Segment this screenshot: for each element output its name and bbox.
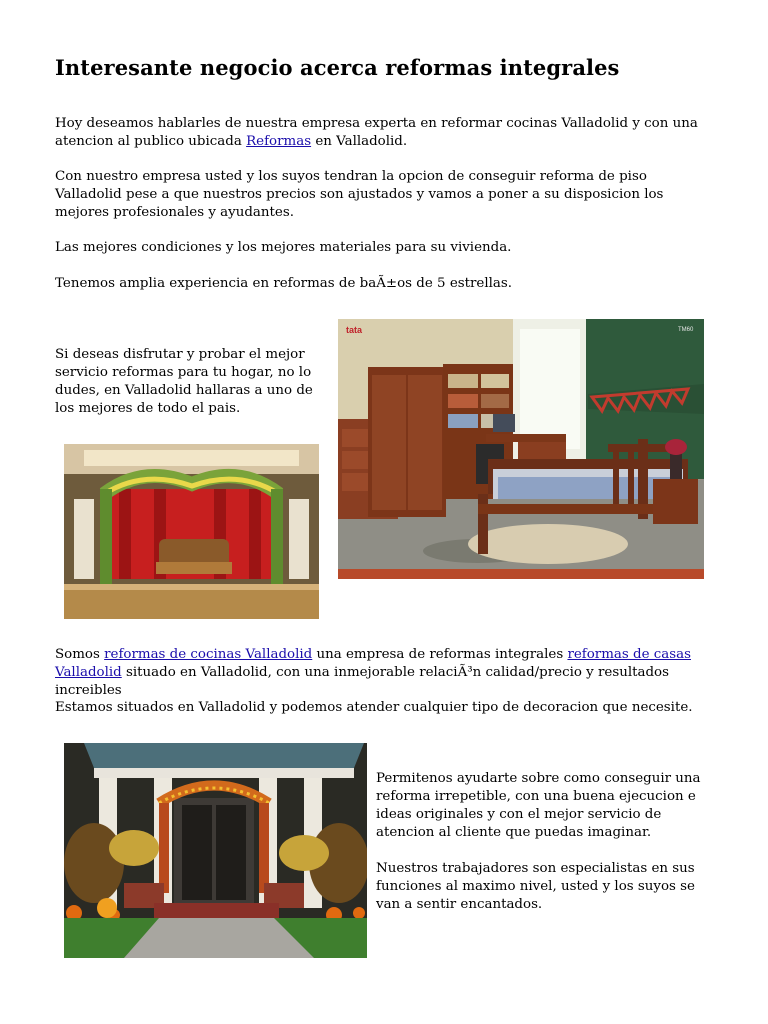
reformas-casas-link[interactable]: reformas de casas Valladolid	[55, 647, 691, 680]
bedroom-logo: tata	[346, 325, 363, 335]
bedroom-corner-mark: TM60	[678, 327, 694, 333]
paragraph-experiencia: Tenemos amplia experiencia en reformas de baÃ±os de 5 estrellas.	[55, 276, 512, 291]
bedroom-image	[338, 319, 704, 579]
stage-decoration-image	[64, 444, 319, 619]
paragraph-intro	[55, 115, 705, 151]
paragraph-permitenos: Permitenos ayudarte sobre como conseguir una reforma irrepetible, con una buena ejecucion e ideas originales y con el mejor servicio de atencion al cliente que puedas imaginar.	[376, 771, 701, 840]
paragraph-trabajadores: Nuestros trabajadores son especialistas en sus funciones al maximo nivel, usted y los suyos se van a sentir encantados.	[376, 861, 695, 912]
reformas-link[interactable]: Reformas	[246, 134, 312, 149]
paragraph-somos-mid: una empresa de reformas integrales	[312, 647, 568, 662]
reformas-cocinas-link[interactable]: reformas de cocinas Valladolid	[104, 647, 313, 662]
paragraph-condiciones: Las mejores condiciones y los mejores materiales para su vivienda.	[55, 240, 512, 255]
house-entrance-image	[64, 743, 367, 958]
paragraph-situados: Estamos situados en Valladolid y podemos atender cualquier tipo de decoracion que necesite.	[55, 700, 693, 715]
paragraph-disfrutar: Si deseas disfrutar y probar el mejor servicio reformas para tu hogar, no lo dudes, en Valladolid hallaras a uno de los mejores de todo el pais.	[55, 347, 313, 416]
paragraph-somos-text: Somos	[55, 647, 105, 662]
paragraph-empresa: Con nuestro empresa usted y los suyos tendran la opcion de conseguir reforma de piso Valladolid pese a que nuestros precios son ajustados y vamos a poner a su disposicion los mejores profesionales y ayudantes.	[55, 169, 664, 220]
page-title: Interesante negocio acerca reformas integrales	[55, 55, 620, 80]
paragraph-intro-end: en Valladolid.	[311, 134, 408, 149]
paragraph-somos	[55, 646, 720, 700]
paragraph-intro-text: Hoy deseamos hablarles de nuestra empresa experta en reformar cocinas Valladolid y con una atencion al publico ubicada	[55, 116, 698, 149]
paragraph-somos-end: situado en Valladolid, con una inmejorable relaciÃ³n calidad/precio y resultados increibles	[55, 665, 669, 698]
